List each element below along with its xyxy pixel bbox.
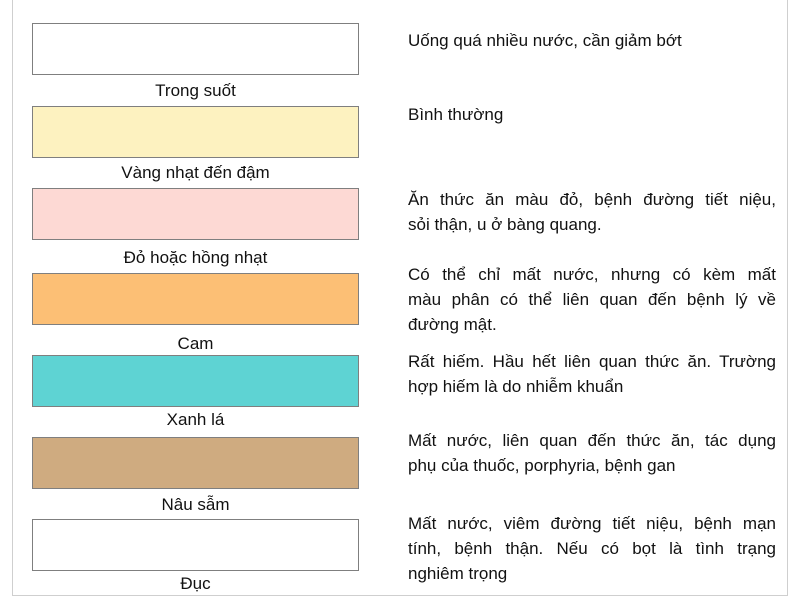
description-line: hợp hiếm là do nhiễm khuẩn: [408, 377, 624, 396]
color-label: Vàng nhạt đến đậm: [121, 163, 270, 182]
color-label: Xanh lá: [166, 410, 225, 429]
color-swatch-orange: [32, 273, 359, 325]
color-swatch-brown: [32, 437, 359, 489]
description-line: Mất nước, viêm đường tiết niệu, bệnh mạn: [408, 514, 776, 533]
color-description: [408, 349, 776, 399]
color-label: Đục: [180, 574, 211, 593]
description-line: đường mật.: [408, 315, 497, 334]
description-line: Uống quá nhiều nước, cần giảm bớt: [408, 31, 682, 50]
description-line: Mất nước, liên quan đến thức ăn, tác dụng: [408, 431, 776, 450]
color-label: Trong suốt: [155, 81, 236, 100]
description-line: Bình thường: [408, 105, 504, 124]
color-swatch-yellow: [32, 106, 359, 158]
color-description: [408, 102, 776, 127]
color-description: [408, 187, 776, 237]
color-label: Cam: [177, 334, 214, 353]
color-description: [408, 511, 776, 586]
color-label: Đỏ hoặc hồng nhạt: [123, 248, 268, 267]
color-swatch-green: [32, 355, 359, 407]
description-line: Ăn thức ăn màu đỏ, bệnh đường tiết niệu,: [408, 190, 776, 209]
description-line: sỏi thận, u ở bàng quang.: [408, 215, 602, 234]
description-line: tính, bệnh thận. Nếu có bọt là tình trạng: [408, 539, 776, 558]
description-line: nghiêm trọng: [408, 564, 508, 583]
color-description: [408, 28, 776, 53]
color-label: Nâu sẫm: [161, 495, 230, 514]
color-swatch-cloudy: [32, 519, 359, 571]
color-swatch-pink: [32, 188, 359, 240]
description-line: phụ của thuốc, porphyria, bệnh gan: [408, 456, 676, 475]
description-line: Có thể chỉ mất nước, nhưng có kèm mất: [408, 265, 776, 284]
color-description: [408, 428, 776, 478]
color-description: [408, 262, 776, 337]
color-swatch-clear: [32, 23, 359, 75]
description-line: màu phân có thể liên quan đến bệnh lý về: [408, 290, 776, 309]
description-line: Rất hiếm. Hầu hết liên quan thức ăn. Trường: [408, 352, 776, 371]
